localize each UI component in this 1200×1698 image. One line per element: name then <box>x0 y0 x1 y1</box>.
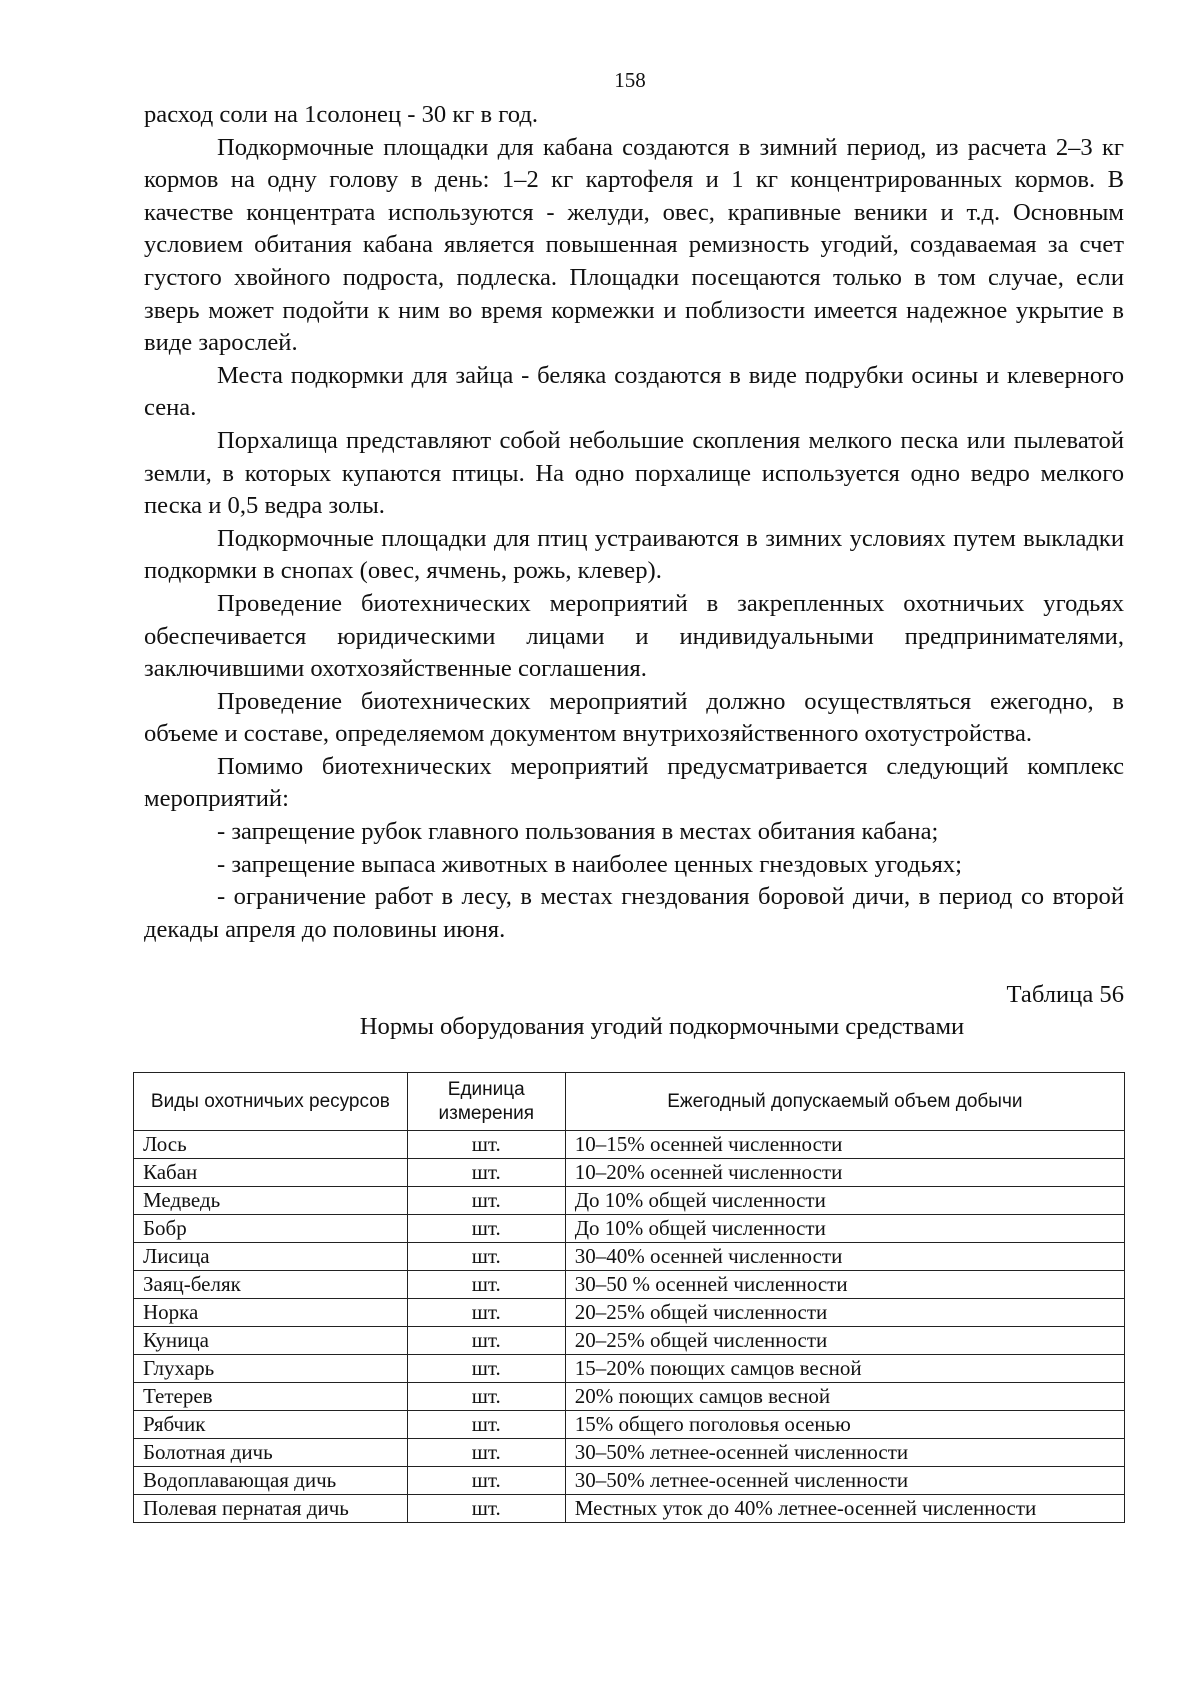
unit-cell: шт. <box>407 1159 565 1187</box>
volume-cell: 15% общего поголовья осенью <box>565 1411 1124 1439</box>
unit-cell: шт. <box>407 1243 565 1271</box>
unit-cell: шт. <box>407 1411 565 1439</box>
volume-cell: 30–40% осенней численности <box>565 1243 1124 1271</box>
species-cell: Рябчик <box>134 1411 408 1439</box>
volume-cell: До 10% общей численности <box>565 1215 1124 1243</box>
unit-cell: шт. <box>407 1215 565 1243</box>
body-text <box>144 99 1124 946</box>
volume-cell: 10–15% осенней численности <box>565 1131 1124 1159</box>
table-caption: Таблица 56 <box>1006 981 1124 1008</box>
unit-cell: шт. <box>407 1467 565 1495</box>
species-cell: Заяц-беляк <box>134 1271 408 1299</box>
species-cell: Кабан <box>134 1159 408 1187</box>
table-title: Нормы оборудования угодий подкормочными средствами <box>359 1013 965 1040</box>
table-header-row <box>134 1073 1125 1131</box>
table-row <box>134 1495 1125 1523</box>
list-item: - ограничение работ в лесу, в местах гнездования боровой дичи, в период со второй декады апреля до половины июня. <box>144 883 1124 943</box>
table-row <box>134 1467 1125 1495</box>
header-unit: Единица измерения <box>407 1073 565 1131</box>
list-item: - запрещение выпаса животных в наиболее ценных гнездовых угодьях; <box>217 850 962 878</box>
list-item: - запрещение рубок главного пользования в местах обитания кабана; <box>217 818 939 846</box>
species-cell: Тетерев <box>134 1383 408 1411</box>
header-volume: Ежегодный допускаемый объем добычи <box>565 1073 1124 1131</box>
volume-cell: Местных уток до 40% летнее-осенней численности <box>565 1495 1124 1523</box>
paragraph: Проведение биотехнических мероприятий должно осуществляться ежегодно, в объеме и составе, определяемом документом внутрихозяйственного охотустройства. <box>144 687 1124 748</box>
table-row <box>134 1215 1125 1243</box>
species-cell: Болотная дичь <box>134 1439 408 1467</box>
paragraph: Места подкормки для зайца - беляка создаются в виде подрубки осины и клеверного сена. <box>144 361 1124 422</box>
page-number: 158 <box>614 68 646 92</box>
species-cell: Лисица <box>134 1243 408 1271</box>
unit-cell: шт. <box>407 1299 565 1327</box>
unit-cell: шт. <box>407 1355 565 1383</box>
species-cell: Лось <box>134 1131 408 1159</box>
volume-cell: До 10% общей численности <box>565 1187 1124 1215</box>
table-row <box>134 1327 1125 1355</box>
volume-cell: 10–20% осенней численности <box>565 1159 1124 1187</box>
unit-cell: шт. <box>407 1271 565 1299</box>
species-cell: Глухарь <box>134 1355 408 1383</box>
unit-cell: шт. <box>407 1131 565 1159</box>
paragraph: Помимо биотехнических мероприятий предусматривается следующий комплекс мероприятий: <box>144 752 1124 813</box>
table-row <box>134 1243 1125 1271</box>
unit-cell: шт. <box>407 1439 565 1467</box>
paragraph: Порхалища представляют собой небольшие скопления мелкого песка или пылеватой земли, в которых купаются птицы. На одно порхалище используется одно ведро мелкого песка и 0,5 ведра золы. <box>144 426 1124 520</box>
table-row <box>134 1271 1125 1299</box>
volume-cell: 30–50 % осенней численности <box>565 1271 1124 1299</box>
table-row <box>134 1131 1125 1159</box>
volume-cell: 30–50% летнее-осенней численности <box>565 1467 1124 1495</box>
table-row <box>134 1439 1125 1467</box>
paragraph: Проведение биотехнических мероприятий в закрепленных охотничьих угодьях обеспечивается юридическими лицами и индивидуальными предпринимателями, заключившими охотхозяйственные соглашения. <box>144 589 1124 683</box>
paragraph: расход соли на 1солонец - 30 кг в год. <box>144 101 539 128</box>
species-cell: Бобр <box>134 1215 408 1243</box>
table-row <box>134 1187 1125 1215</box>
species-cell: Водоплавающая дичь <box>134 1467 408 1495</box>
unit-cell: шт. <box>407 1495 565 1523</box>
table-row <box>134 1299 1125 1327</box>
table-body <box>134 1131 1125 1523</box>
volume-cell: 20–25% общей численности <box>565 1327 1124 1355</box>
volume-cell: 20% поющих самцов весной <box>565 1383 1124 1411</box>
species-cell: Куница <box>134 1327 408 1355</box>
volume-cell: 30–50% летнее-осенней численности <box>565 1439 1124 1467</box>
unit-cell: шт. <box>407 1327 565 1355</box>
paragraph: Подкормочные площадки для птиц устраиваются в зимних условиях путем выкладки подкормки в снопах (овес, ячмень, рожь, клевер). <box>144 524 1124 585</box>
table-row <box>134 1411 1125 1439</box>
species-cell: Норка <box>134 1299 408 1327</box>
header-species: Виды охотничьих ресурсов <box>134 1073 408 1131</box>
volume-cell: 20–25% общей численности <box>565 1299 1124 1327</box>
unit-cell: шт. <box>407 1383 565 1411</box>
species-cell: Полевая пернатая дичь <box>134 1495 408 1523</box>
volume-cell: 15–20% поющих самцов весной <box>565 1355 1124 1383</box>
unit-cell: шт. <box>407 1187 565 1215</box>
species-cell: Медведь <box>134 1187 408 1215</box>
norms-table <box>133 1072 1125 1523</box>
paragraph: Подкормочные площадки для кабана создаются в зимний период, из расчета 2–3 кг кормов на одну голову в день: 1–2 кг картофеля и 1 кг концентрированных кормов. В качестве концентрата используются - желуди, овес, крапивные веники и т.д. Основным условием обитания кабана является повышенная ремизность угодий, создаваемая за счет густого хвойного подроста, подлеска. Площадки посещаются только в том случае, если зверь может подойти к ним во время кормежки и поблизости имеется надежное укрытие в виде зарослей. <box>144 133 1124 357</box>
table-row <box>134 1159 1125 1187</box>
table-row <box>134 1355 1125 1383</box>
table-row <box>134 1383 1125 1411</box>
